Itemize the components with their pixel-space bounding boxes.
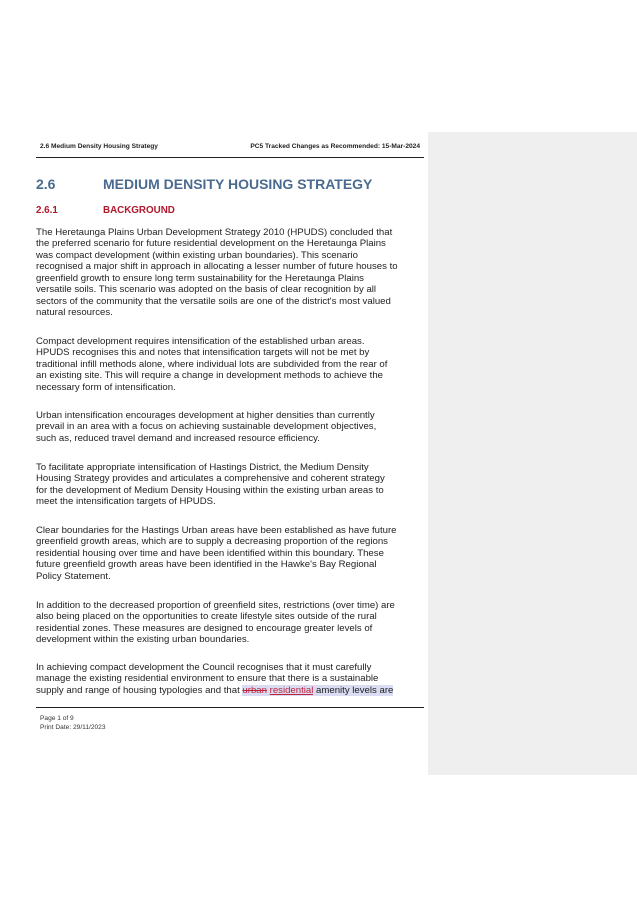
page-footer xyxy=(40,715,106,732)
text-line: Clear boundaries for the Hastings Urban areas have been established as have future xyxy=(36,525,397,536)
section-number: 2.6 xyxy=(36,176,56,192)
paragraph-5 xyxy=(36,525,424,582)
footer-rule xyxy=(36,707,424,708)
text-segment: supply and range of housing typologies and that xyxy=(36,684,243,696)
subsection-title: BACKGROUND xyxy=(103,205,175,216)
text-line: for the development of Medium Density Housing within the existing urban areas to xyxy=(36,484,384,496)
text-line: traditional infill methods alone, where individual lots are subdivided from the rear of xyxy=(36,358,388,370)
text-line: greenfield growth areas, which are to supply a decreasing proportion of the regions xyxy=(36,536,388,548)
paragraph-2 xyxy=(36,336,424,393)
text-line: sectors of the community that the versatile soils are one of the district's most valued xyxy=(36,295,391,307)
text-line: prevail in an area with a focus on achieving sustainable development objectives, xyxy=(36,421,377,433)
text-line: Compact development requires intensification of the established urban areas. xyxy=(36,336,365,347)
text-line: residential zones. These measures are designed to encourage greater levels of xyxy=(36,622,373,634)
text-line: manage the existing residential environment to ensure that there is a sustainable xyxy=(36,673,379,685)
text-line: development within the existing urban boundaries. xyxy=(36,634,250,646)
header-right: PC5 Tracked Changes as Recommended: 15-Mar-2024 xyxy=(250,143,420,150)
paragraph-4 xyxy=(36,462,424,508)
text-line: HPUDS recognises this and notes that intensification targets will not be met by xyxy=(36,347,370,359)
text-line-tracked xyxy=(36,685,424,696)
text-line: was compact development (within existing urban boundaries). This scenario xyxy=(36,249,358,261)
text-line: future greenfield growth areas have been identified in the Hawke's Bay Regional xyxy=(36,559,377,571)
text-line: In achieving compact development the Council recognises that it must carefully xyxy=(36,662,372,673)
comment-pane xyxy=(428,132,637,775)
paragraph-7 xyxy=(36,662,424,696)
text-line: such as, reduced travel demand and increased resource efficiency. xyxy=(36,432,320,444)
text-line: In addition to the decreased proportion of greenfield sites, restrictions (over time) are xyxy=(36,600,395,611)
print-date: Print Date: 29/11/2023 xyxy=(40,723,106,731)
subsection-number: 2.6.1 xyxy=(36,205,58,216)
paragraph-6 xyxy=(36,600,424,646)
text-line: Policy Statement. xyxy=(36,570,111,582)
header-left: 2.6 Medium Density Housing Strategy xyxy=(40,143,158,150)
text-line: Housing Strategy provides and articulates a comprehensive and coherent strategy xyxy=(36,473,385,485)
text-line: an existing site. This will require a change in development methods to achieve the xyxy=(36,370,383,382)
text-line: natural resources. xyxy=(36,307,113,319)
text-line: Urban intensification encourages development at higher densities than currently xyxy=(36,410,375,421)
text-line: the preferred scenario for future residential development on the Heretaunga Plains xyxy=(36,238,386,250)
paragraph-3 xyxy=(36,410,424,444)
paragraph-1 xyxy=(36,227,424,319)
tracked-deletion[interactable]: urban xyxy=(242,684,267,696)
page-number: Page 1 of 9 xyxy=(40,715,74,722)
text-line: To facilitate appropriate intensification of Hastings District, the Medium Density xyxy=(36,462,369,473)
text-line: meet the intensification targets of HPUDS. xyxy=(36,496,216,508)
highlighted-text: amenity levels are xyxy=(313,684,394,696)
text-line: versatile soils. This scenario was adopted on the basis of clear recognition by all xyxy=(36,284,377,296)
section-title: MEDIUM DENSITY HOUSING STRATEGY xyxy=(103,176,373,192)
text-line: residential housing over time and have been identified within this boundary. These xyxy=(36,547,384,559)
text-line: necessary form of intensification. xyxy=(36,381,176,393)
header-rule xyxy=(36,157,424,158)
tracked-insertion[interactable]: residential xyxy=(269,684,314,696)
text-line: The Heretaunga Plains Urban Development Strategy 2010 (HPUDS) concluded that xyxy=(36,227,393,238)
text-line: greenfield growth to ensure long term sustainability for the Heretaunga Plains xyxy=(36,272,364,284)
text-line: recognised a major shift in approach in allocating a lesser number of future houses to xyxy=(36,261,398,273)
text-line: also being placed on the opportunities to create lifestyle sites outside of the rural xyxy=(36,611,377,623)
